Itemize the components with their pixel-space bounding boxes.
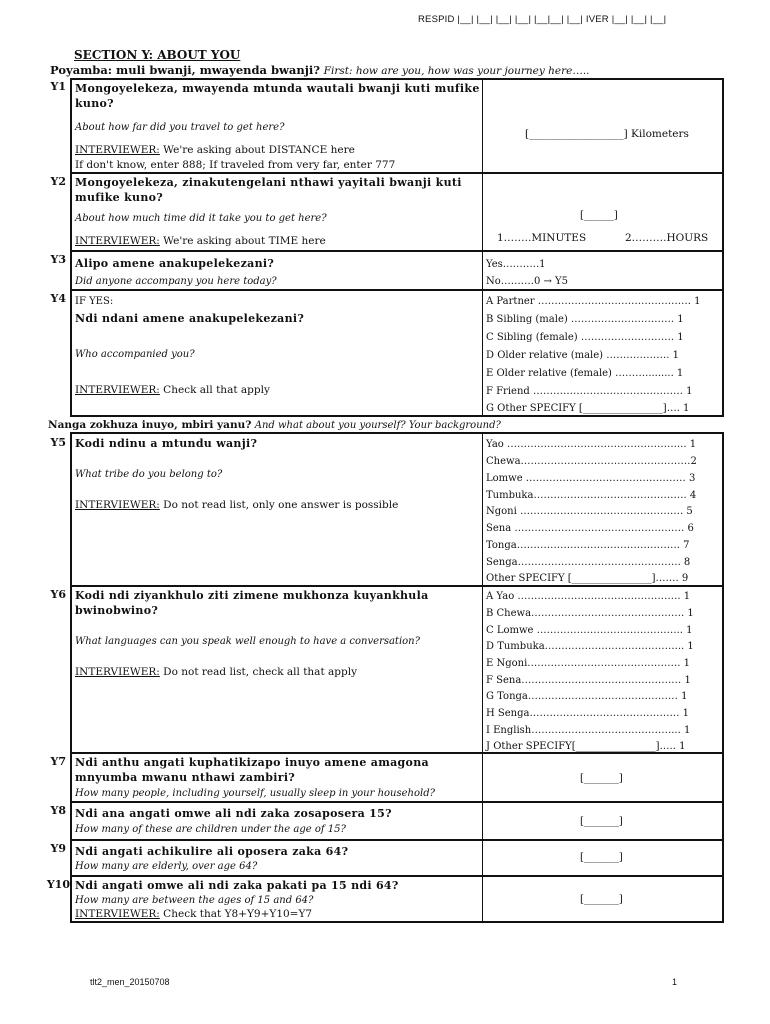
background-intro bbox=[48, 419, 501, 431]
y8-english-text: How many of these are children under the age of 15? bbox=[75, 824, 346, 835]
footer-file-name: tlt2_men_20150708 bbox=[90, 977, 170, 987]
y2-interviewer-note bbox=[75, 235, 326, 248]
y6-option-ngoni[interactable]: E Ngoni………………………………………. 1 bbox=[486, 658, 691, 669]
y1-interviewer-note bbox=[75, 144, 355, 157]
row-divider bbox=[70, 585, 723, 587]
y6-option-tonga[interactable]: G Tonga……………………………………… 1 bbox=[486, 691, 688, 702]
y9-count-field[interactable]: [_______] bbox=[580, 852, 623, 863]
y3-option-yes[interactable]: Yes………..1 bbox=[486, 259, 546, 270]
note-text: Check all that apply bbox=[159, 384, 270, 396]
y7-english-text: How many people, including yourself, usually sleep in your household? bbox=[75, 788, 435, 799]
row-divider bbox=[70, 172, 723, 174]
y1-english-text: About how far did you travel to get here? bbox=[75, 122, 285, 133]
intro-local: Poyamba: muli bwanji, mwayenda bwanji? bbox=[50, 63, 321, 77]
y4-option-friend[interactable]: F Friend ……………………………………… 1 bbox=[486, 386, 693, 397]
column-divider bbox=[482, 78, 483, 417]
y10-english-text: How many are between the ages of 15 and 64? bbox=[75, 895, 314, 906]
y10-local-text: Ndi angati omwe ali ndi zaka pakati pa 15 ndi 64? bbox=[75, 879, 399, 892]
question-number: Y10 bbox=[46, 878, 70, 891]
interviewer-label: INTERVIEWER: bbox=[75, 908, 160, 920]
row-divider bbox=[70, 250, 723, 252]
y6-option-english[interactable]: I English……………………………………... 1 bbox=[486, 725, 691, 736]
y8-local-text: Ndi ana angati omwe ali ndi zaka zosaposera 15? bbox=[75, 807, 392, 820]
y5-option-chewa[interactable]: Chewa……………………………………………2 bbox=[486, 456, 697, 467]
note-text: Do not read list, only one answer is possible bbox=[159, 499, 399, 511]
y5-option-ngoni[interactable]: Ngoni …………………………………………. 5 bbox=[486, 506, 693, 517]
note-text: Check that Y8+Y9+Y10=Y7 bbox=[159, 908, 313, 920]
y6-option-yao[interactable]: A Yao …………………………………………. 1 bbox=[486, 591, 691, 602]
y5-option-tonga[interactable]: Tonga…………………………………………. 7 bbox=[486, 540, 690, 551]
intro-english: First: how are you, how was your journey here….. bbox=[323, 65, 590, 77]
y4-local-text: Ndi ndani amene anakupelekezani? bbox=[75, 312, 305, 325]
section-title: SECTION Y: ABOUT YOU bbox=[74, 48, 241, 62]
question-number: Y5 bbox=[50, 436, 66, 449]
y6-option-senga[interactable]: H Senga……………………………………… 1 bbox=[486, 708, 690, 719]
y3-option-no[interactable]: No……….0 → Y5 bbox=[486, 276, 569, 287]
y10-interviewer-note bbox=[75, 908, 312, 921]
y2-english-text: About how much time did it take you to get here? bbox=[75, 213, 327, 224]
y6-local-text: Kodi ndi ziyankhulo ziti zimene mukhonza kuyankhula bwinobwino? bbox=[75, 589, 429, 617]
y10-count-field[interactable]: [_______] bbox=[580, 894, 623, 905]
y2-local-text: Mongoyelekeza, zinakutengelani nthawi yayitali bwanji kuti mufike kuno? bbox=[75, 176, 462, 204]
note-text: Do not read list, check all that apply bbox=[159, 666, 357, 678]
y6-option-tumbuka[interactable]: D Tumbuka…………………………………... 1 bbox=[486, 641, 694, 652]
y5-english-text: What tribe do you belong to? bbox=[75, 469, 223, 480]
page-number: 1 bbox=[672, 977, 678, 987]
y4-option-partner[interactable]: A Partner ………………………………………. 1 bbox=[486, 296, 701, 307]
question-number: Y1 bbox=[50, 80, 66, 93]
y2-time-field[interactable]: [______] bbox=[580, 210, 618, 221]
column-divider bbox=[482, 432, 483, 923]
y5-option-yao[interactable]: Yao ……………………………………………... 1 bbox=[486, 439, 697, 450]
y3-english-text: Did anyone accompany you here today? bbox=[75, 276, 277, 287]
background-english: And what about you yourself? Your background? bbox=[254, 420, 501, 431]
question-number: Y8 bbox=[50, 804, 66, 817]
y2-minutes-option[interactable]: 1……..MINUTES bbox=[497, 232, 587, 244]
y5-option-tumbuka[interactable]: Tumbuka………………………………………. 4 bbox=[486, 490, 697, 501]
y6-option-other[interactable]: J Other SPECIFY[________________]….. 1 bbox=[486, 741, 686, 752]
y4-option-older-female[interactable]: E Older relative (female) ………......... 1 bbox=[486, 368, 684, 379]
respid-iver-header: RESPID |__| |__| |__| |__| |__|__| |__| IVER |__| |__| |__| bbox=[418, 14, 667, 25]
row-divider bbox=[70, 875, 723, 877]
y5-option-other[interactable]: Other SPECIFY [________________]……. 9 bbox=[486, 573, 689, 584]
y3-local-text: Alipo amene anakupelekezani? bbox=[75, 257, 275, 270]
note-text: We're asking about DISTANCE here bbox=[159, 144, 355, 156]
y4-option-sibling-male[interactable]: B Sibling (male) …………………………. 1 bbox=[486, 314, 684, 325]
y6-english-text: What languages can you speak well enough to have a conversation? bbox=[75, 636, 420, 647]
y6-option-lomwe[interactable]: C Lomwe …………………………………….. 1 bbox=[486, 625, 693, 636]
interviewer-label: INTERVIEWER: bbox=[75, 384, 160, 396]
y6-option-chewa[interactable]: B Chewa………………………………………. 1 bbox=[486, 608, 694, 619]
question-number: Y9 bbox=[50, 842, 66, 855]
y4-option-other[interactable]: G Other SPECIFY [________________]…. 1 bbox=[486, 403, 690, 414]
y5-local-text: Kodi ndinu a mtundu wanji? bbox=[75, 437, 258, 450]
y5-option-senga[interactable]: Senga…………………………………………. 8 bbox=[486, 557, 691, 568]
y9-english-text: How many are elderly, over age 64? bbox=[75, 861, 258, 872]
question-number: Y3 bbox=[50, 253, 66, 266]
y7-count-field[interactable]: [_______] bbox=[580, 773, 623, 784]
y8-count-field[interactable]: [_______] bbox=[580, 816, 623, 827]
row-divider bbox=[70, 801, 723, 803]
y5-interviewer-note bbox=[75, 499, 398, 512]
y6-option-sena[interactable]: F Sena………………………………………… 1 bbox=[486, 675, 691, 686]
interviewer-label: INTERVIEWER: bbox=[75, 499, 160, 511]
y4-interviewer-note bbox=[75, 384, 270, 397]
interviewer-label: INTERVIEWER: bbox=[75, 235, 160, 247]
y7-local-text: Ndi anthu angati kuphatikizapo inuyo amene amagona mnyumba mwanu nthawi zambiri? bbox=[75, 756, 429, 784]
background-local: Nanga zokhuza inuyo, mbiri yanu? bbox=[48, 419, 252, 431]
question-number: Y6 bbox=[50, 588, 66, 601]
y5-option-sena[interactable]: Sena …………………………………………… 6 bbox=[486, 523, 694, 534]
y1-distance-field[interactable]: [__________________] Kilometers bbox=[525, 128, 689, 140]
y9-local-text: Ndi angati achikulire ali oposera zaka 64? bbox=[75, 845, 349, 858]
y4-option-sibling-female[interactable]: C Sibling (female) ………………………. 1 bbox=[486, 332, 684, 343]
question-number: Y7 bbox=[50, 755, 66, 768]
row-divider bbox=[70, 839, 723, 841]
y4-if-yes: IF YES: bbox=[75, 296, 114, 307]
note-text: We're asking about TIME here bbox=[159, 235, 326, 247]
y1-interviewer-note-2: If don't know, enter 888; If traveled from very far, enter 777 bbox=[75, 159, 396, 171]
y1-local-text: Mongoyelekeza, mwayenda mtunda wautali bwanji kuti mufike kuno? bbox=[75, 82, 480, 110]
y5-option-lomwe[interactable]: Lomwe ………………………………………… 3 bbox=[486, 473, 696, 484]
y4-english-text: Who accompanied you? bbox=[75, 349, 195, 360]
interviewer-label: INTERVIEWER: bbox=[75, 666, 160, 678]
y6-interviewer-note bbox=[75, 666, 357, 679]
y2-hours-option[interactable]: 2……….HOURS bbox=[625, 232, 709, 244]
y4-option-older-male[interactable]: D Older relative (male) ………………. 1 bbox=[486, 350, 679, 361]
question-number: Y4 bbox=[50, 292, 66, 305]
interviewer-label: INTERVIEWER: bbox=[75, 144, 160, 156]
row-divider bbox=[70, 289, 723, 291]
section-intro bbox=[50, 63, 590, 77]
question-number: Y2 bbox=[50, 175, 66, 188]
